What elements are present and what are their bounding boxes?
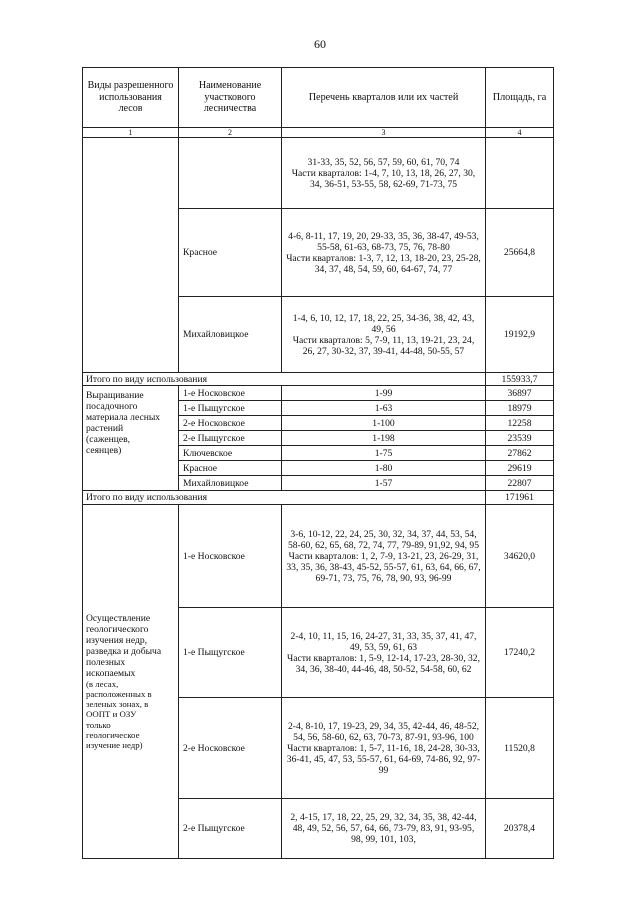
table-row (83, 138, 554, 209)
total-label: Итого по виду использования (83, 491, 486, 505)
forestry-name-cell (179, 138, 282, 209)
header-use-type: Виды разрешенного использования лесов (83, 68, 179, 128)
quarters-list: 2-4, 10, 11, 15, 16, 24-27, 31, 33, 35, 37, 41, 47, 49, 53, 59, 61, 63 (290, 630, 477, 653)
use-type-note: (в лесах, (86, 678, 119, 689)
use-type-line: полезных (86, 656, 126, 668)
quarters-list: 2, 4-15, 17, 18, 22, 25, 29, 32, 34, 35, 38, 42-44, 48, 49, 52, 56, 57, 64, 66, 73-79, 83, 91, 93-95, 98, 99, 101, 103, (290, 812, 477, 845)
use-type-line: изучения недр, (86, 634, 148, 646)
use-type-line: посадочного (86, 401, 138, 412)
forestry-name: Красное (179, 209, 282, 297)
quarters-list: 1-4, 6, 10, 12, 17, 18, 22, 25, 34-36, 38, 42, 43, 49, 56 (292, 312, 475, 335)
use-type-line: (саженцев, (86, 434, 131, 445)
forestry-name: 1-е Пыщугское (179, 608, 282, 698)
quarters-list: 1-100 (282, 416, 486, 431)
quarters-list: 1-75 (282, 446, 486, 461)
header-quarters: Перечень кварталов или их частей (282, 68, 486, 128)
forestry-name: 1-е Носковское (179, 386, 282, 401)
page-number: 60 (314, 37, 326, 51)
quarters-parts: Части кварталов: 1-4, 7, 10, 13, 18, 26, 27, 30, 34, 36-51, 53-55, 58, 62-69, 71-73, 75 (291, 167, 476, 190)
table-row (83, 386, 554, 401)
area-cell (486, 138, 554, 209)
forestry-name: 2-е Носковское (179, 698, 282, 799)
use-type-line: сеянцев) (86, 445, 122, 456)
use-type-geology (83, 505, 179, 859)
table-row (83, 505, 554, 608)
area-value: 11520,8 (486, 698, 554, 799)
use-type-line: геологического (86, 623, 149, 635)
quarters-cell (282, 608, 486, 698)
quarters-list: 31-33, 35, 52, 56, 57, 59, 60, 61, 70, 74 (307, 156, 460, 168)
use-type-cell-continued (83, 138, 179, 373)
quarters-cell (282, 799, 486, 859)
use-type-note: расположенных в (86, 688, 152, 699)
area-value: 34620,0 (486, 505, 554, 608)
total-value: 155933,7 (486, 373, 554, 386)
use-type-line: Выращивание (86, 390, 144, 401)
header-num-2: 2 (179, 128, 282, 138)
forestry-name: 2-е Пыщугское (179, 431, 282, 446)
quarters-cell (282, 209, 486, 297)
header-area: Площадь, га (486, 68, 554, 128)
area-value: 18979 (486, 401, 554, 416)
quarters-parts: Части кварталов: 5, 7-9, 11, 13, 19-21, 23, 24, 26, 27, 30-32, 37, 39-41, 44-48, 50-55, 57 (292, 334, 475, 357)
forestry-name: Михайловицкое (179, 297, 282, 373)
use-type-note: только (86, 719, 111, 730)
forestry-name: 2-е Носковское (179, 416, 282, 431)
use-type-line: Осуществление (86, 612, 151, 624)
quarters-list: 1-99 (282, 386, 486, 401)
quarters-parts: Части кварталов: 1-3, 7, 12, 13, 18-20, 23, 25-28, 34, 37, 48, 54, 59, 60, 64-67, 74, 77 (286, 252, 481, 275)
quarters-list: 1-80 (282, 461, 486, 476)
header-forestry: Наименование участкового лесничества (179, 68, 282, 128)
quarters-parts: Части кварталов: 1, 2, 7-9, 13-21, 23, 26-29, 31, 33, 35, 36, 38-43, 45-52, 55-57, 61, 63, 64, 66, 67, 69-71, 73, 75, 76, 78, 90, 93, 96-99 (286, 550, 481, 584)
area-value: 36897 (486, 386, 554, 401)
quarters-parts: Части кварталов: 1, 5-7, 11-16, 18, 24-28, 30-33, 36-41, 45, 47, 53, 55-57, 61, 64-69, 74-86, 92, 97-99 (286, 742, 481, 776)
total-row (83, 491, 554, 505)
total-value: 171961 (486, 491, 554, 505)
use-type-line: растений (86, 423, 124, 434)
quarters-cell (282, 138, 486, 209)
use-type-note: ООПТ и ОЗУ (86, 709, 137, 720)
forest-use-table (82, 67, 554, 859)
forestry-name: 1-е Пыщугское (179, 401, 282, 416)
quarters-list: 3-6, 10-12, 22, 24, 25, 30, 32, 34, 37, 44, 53, 54, 58-60, 62, 65, 68, 72, 74, 77, 79-89, 91,92, 94, 95 (287, 528, 480, 551)
quarters-list: 2-4, 8-10, 17, 19-23, 29, 34, 35, 42-44, 46, 48-52, 54, 56, 58-60, 62, 63, 70-73, 87-91, 93-96, 100 (287, 720, 480, 743)
table-header-row (83, 68, 554, 128)
quarters-cell (282, 297, 486, 373)
use-type-line: разведка и добыча (86, 645, 162, 657)
area-value: 17240,2 (486, 608, 554, 698)
quarters-list: 1-198 (282, 431, 486, 446)
header-number-row (83, 128, 554, 138)
use-type-note: зеленых зонах, в (86, 699, 149, 710)
total-label: Итого по виду использования (83, 373, 486, 386)
area-value: 20378,4 (486, 799, 554, 859)
area-value: 22807 (486, 476, 554, 491)
header-num-1: 1 (83, 128, 179, 138)
quarters-parts: Части кварталов: 1, 5-9, 12-14, 17-23, 28-30, 32, 34, 36, 38-40, 44-46, 48, 50-52, 54-58, 60, 62 (286, 652, 480, 675)
header-num-4: 4 (486, 128, 554, 138)
quarters-list: 1-57 (282, 476, 486, 491)
quarters-cell (282, 698, 486, 799)
header-num-3: 3 (282, 128, 486, 138)
total-row (83, 373, 554, 386)
forestry-name: 1-е Носковское (179, 505, 282, 608)
area-value: 27862 (486, 446, 554, 461)
use-type-growing (83, 386, 179, 491)
quarters-list: 1-63 (282, 401, 486, 416)
quarters-cell (282, 505, 486, 608)
area-value: 25664,8 (486, 209, 554, 297)
use-type-line: ископаемых (86, 667, 136, 679)
area-value: 12258 (486, 416, 554, 431)
forestry-name: Красное (179, 461, 282, 476)
forestry-name: 2-е Пыщугское (179, 799, 282, 859)
forestry-name: Ключевское (179, 446, 282, 461)
use-type-note: изучение недр) (86, 740, 143, 750)
area-value: 23539 (486, 431, 554, 446)
use-type-line: материала лесных (86, 412, 161, 423)
area-value: 29619 (486, 461, 554, 476)
area-value: 19192,9 (486, 297, 554, 373)
use-type-note: геологическое (86, 729, 140, 740)
quarters-list: 4-6, 8-11, 17, 19, 20, 29-33, 35, 36, 38-47, 49-53, 55-58, 61-63, 68-73, 75, 76, 78-80 (288, 230, 479, 253)
forestry-name: Михайловицкое (179, 476, 282, 491)
